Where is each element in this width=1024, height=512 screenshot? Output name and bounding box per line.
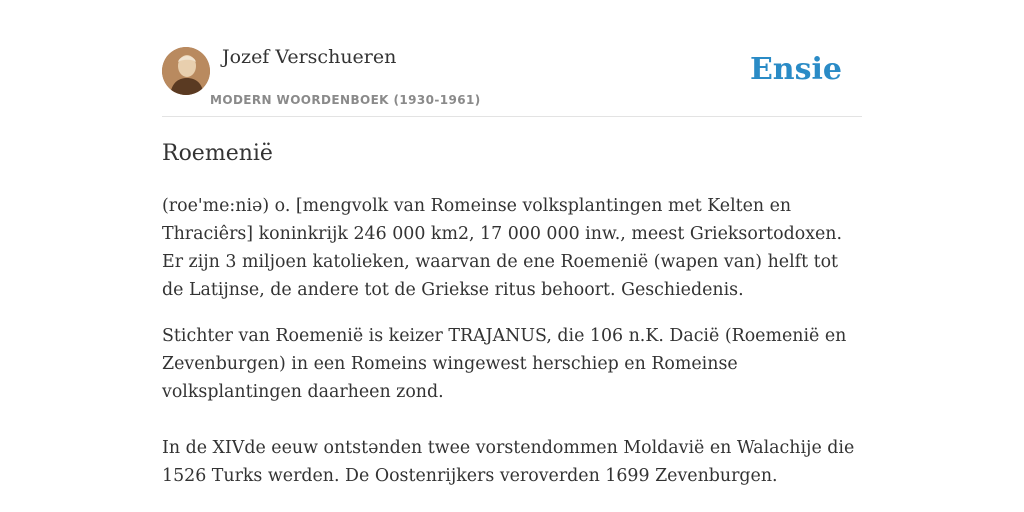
author-portrait-icon — [162, 47, 210, 95]
entry-body — [162, 192, 862, 508]
author-name[interactable]: Jozef Verschueren — [222, 46, 397, 68]
source-name[interactable]: MODERN WOORDENBOEK (1930-1961) — [210, 93, 481, 107]
entry-paragraph: Stichter van Roemenië is keizer TRAJANUS, die 106 n.K. Dacië (Roemenië en Zevenburgen) in een Romeins wingewest herschiep en Romeinse volksplantingen daarheen zond. — [162, 326, 847, 402]
ensie-logo-link[interactable]: Ensie — [749, 52, 842, 87]
author-avatar[interactable] — [162, 47, 210, 95]
entry-title: Roemenië — [162, 141, 273, 166]
page — [162, 0, 862, 512]
entry-paragraph: In de XIVde eeuw ontstənden twee vorstendommen Moldavië en Walachije die 1526 Turks werden. De Oostenrijkers veroverden 1699 Zevenburgen. — [162, 438, 855, 486]
entry-header — [162, 0, 862, 117]
entry-paragraph: (roe'me:niə) o. [mengvolk van Romeinse volksplantingen met Kelten en Thraciêrs] koninkrijk 246 000 km2, 17 000 000 inw., meest Grieksortodoxen. Er zijn 3 miljoen katolieken, waarvan de ene Roemenië (wapen van) helft tot de Latijnse, de andere tot de Griekse ritus behoort. Geschiedenis. — [162, 196, 843, 300]
